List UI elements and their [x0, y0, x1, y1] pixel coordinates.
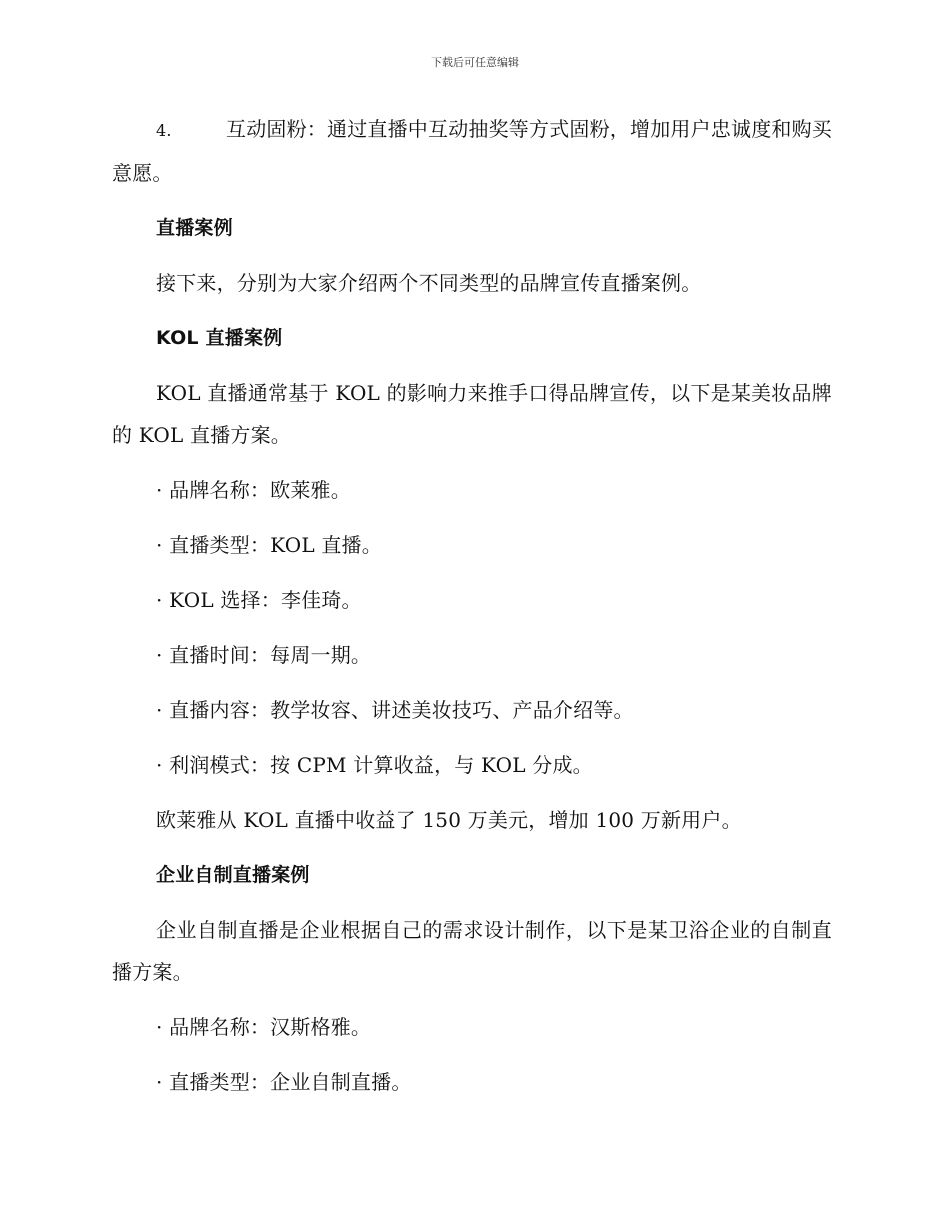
list-item: · 直播内容：教学妆容、讲述美妆技巧、产品介绍等。 — [156, 698, 634, 722]
list-item: · 直播时间：每周一期。 — [156, 643, 372, 667]
paragraph-text: 互动固粉：通过直播中互动抽奖等方式固粉，增加用户忠诚度和购买意愿。 — [112, 117, 832, 185]
list-item: · 利润模式：按 CPM 计算收益，与 KOL 分成。 — [156, 753, 593, 777]
paragraph-kol-result: 欧莱雅从 KOL 直播中收益了 150 万美元，增加 100 万新用户。 — [156, 808, 742, 832]
heading-live-cases: 直播案例 — [156, 217, 233, 239]
list-item: · 品牌名称：欧莱雅。 — [156, 478, 351, 502]
document-body — [112, 108, 832, 1116]
paragraph-intro: 接下来，分别为大家介绍两个不同类型的品牌宣传直播案例。 — [156, 271, 702, 295]
list-item: · KOL 选择：李佳琦。 — [156, 588, 362, 612]
list-number: 4. — [156, 121, 172, 140]
paragraph-enterprise-desc: 企业自制直播是企业根据自己的需求设计制作，以下是某卫浴企业的自制直播方案。 — [112, 918, 832, 984]
paragraph-interaction — [112, 108, 832, 194]
list-item: · 直播类型：企业自制直播。 — [156, 1070, 412, 1094]
paragraph-kol-desc: KOL 直播通常基于 KOL 的影响力来推手口得品牌宣传，以下是某美妆品牌的 KOL 直播方案。 — [112, 381, 832, 447]
heading-enterprise-case: 企业自制直播案例 — [156, 864, 310, 886]
heading-kol-case: KOL 直播案例 — [156, 327, 283, 349]
list-item: · 直播类型：KOL 直播。 — [156, 533, 382, 557]
page-header: 下载后可任意编辑 — [431, 56, 519, 69]
list-item: · 品牌名称：汉斯格雅。 — [156, 1015, 372, 1039]
